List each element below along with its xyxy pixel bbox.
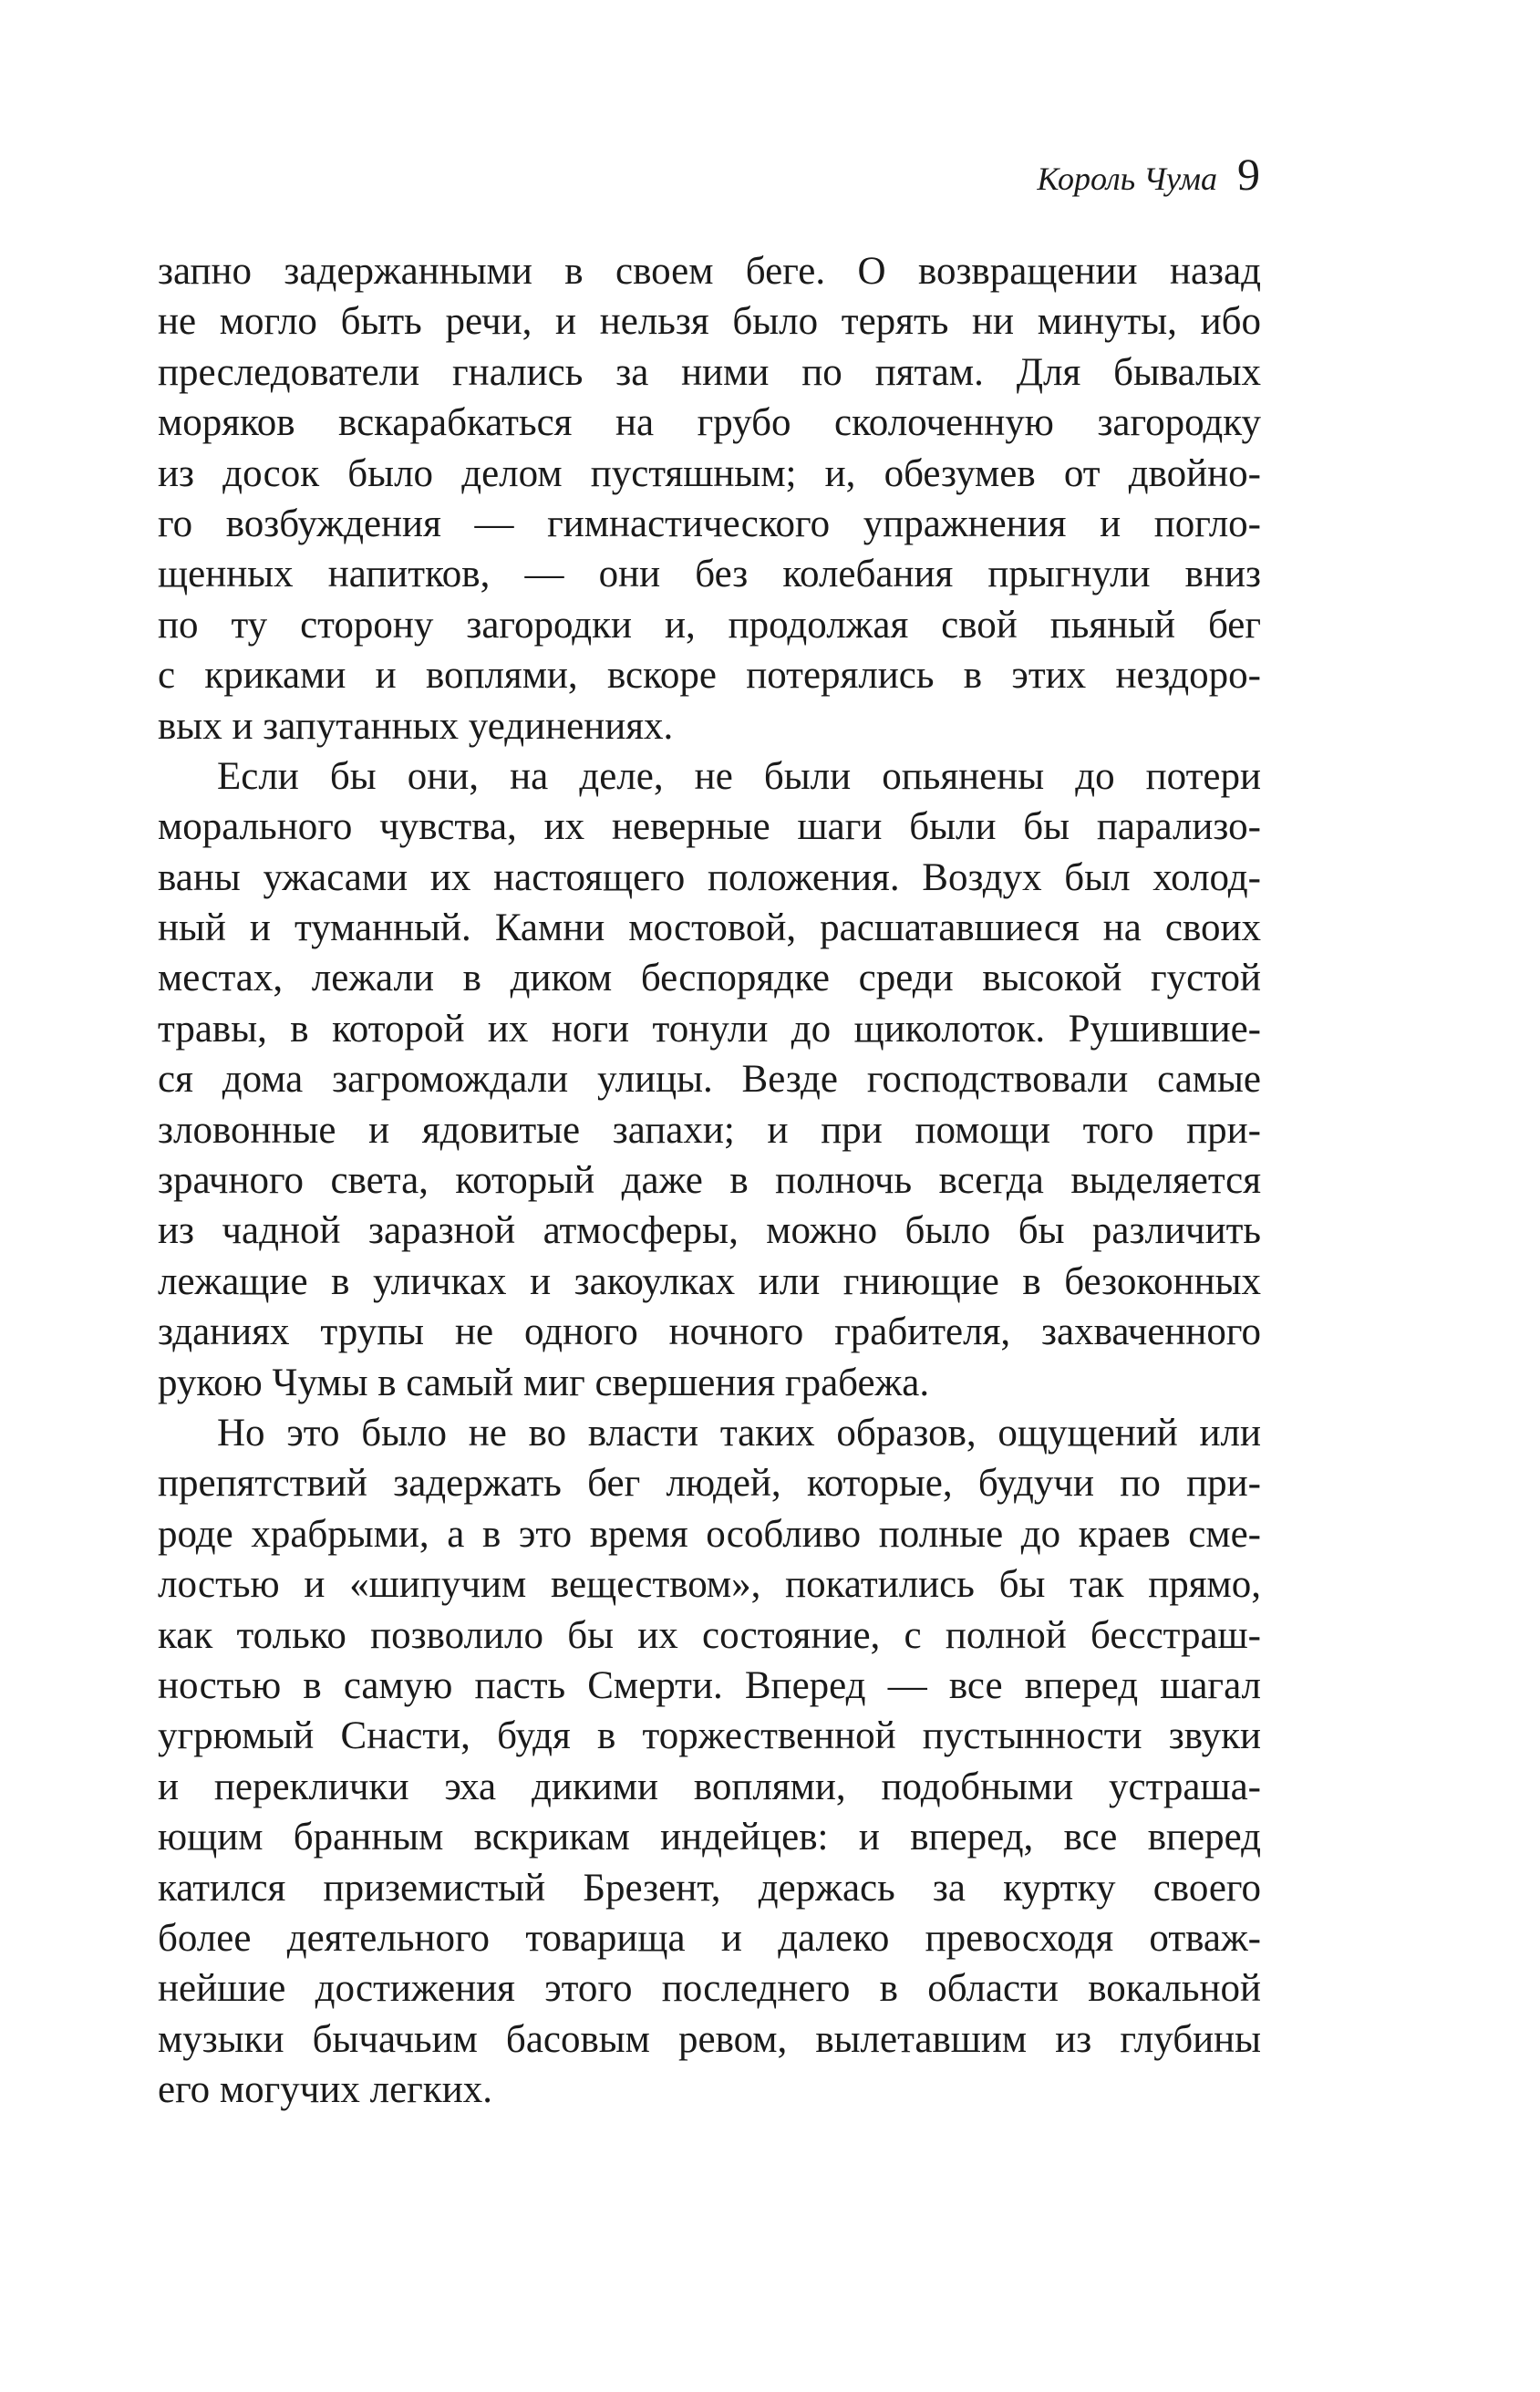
text-line: как только позволило бы их состояние, с полной бесстраш- xyxy=(158,1613,1261,1657)
page-number: 9 xyxy=(1237,149,1260,200)
body-text xyxy=(158,246,1261,2115)
paragraph xyxy=(158,1408,1261,2115)
text-line: местах, лежали в диком беспорядке среди высокой густой xyxy=(158,957,1261,1000)
text-line: с криками и воплями, вскоре потерялись в этих нездоро- xyxy=(158,654,1261,698)
text-line: рукою Чумы в самый миг свершения грабежа. xyxy=(158,1361,930,1404)
text-line: не могло быть речи, и нельзя было терять ни минуты, ибо xyxy=(158,300,1261,344)
text-line: ющим бранным вскрикам индейцев: и вперед, все вперед xyxy=(158,1816,1261,1859)
text-line: из чадной заразной атмосферы, можно было бы различить xyxy=(158,1209,1261,1253)
text-line: Если бы они, на деле, не были опьянены до потери xyxy=(217,754,1261,798)
text-line: Но это было не во власти таких образов, ощущений или xyxy=(217,1411,1261,1455)
text-line: препятствий задержать бег людей, которые, будучи по при- xyxy=(158,1462,1261,1506)
text-line: из досок было делом пустяшным; и, обезумев от двойно- xyxy=(158,451,1261,495)
text-line: ваны ужасами их настоящего положения. Воздух был холод- xyxy=(158,855,1261,899)
text-line: угрюмый Снасти, будя в торжественной пустынности звуки xyxy=(158,1714,1261,1758)
text-line: щенных напитков, — они без колебания прыгнули вниз xyxy=(158,553,1261,596)
text-line: его могучих легких. xyxy=(158,2068,492,2112)
paragraph xyxy=(158,246,1261,751)
text-line: запно задержанными в своем беге. О возвращении назад xyxy=(158,250,1261,293)
text-line: го возбуждения — гимнастического упражнения и погло- xyxy=(158,502,1261,545)
text-line: нейшие достижения этого последнего в области вокальной xyxy=(158,1967,1261,2011)
text-line: по ту сторону загородки и, продолжая свой пьяный бег xyxy=(158,603,1261,647)
text-line: ностью в самую пасть Смерти. Вперед — все вперед шагал xyxy=(158,1663,1261,1707)
text-line: зданиях трупы не одного ночного грабителя, захваченного xyxy=(158,1310,1261,1354)
text-line: музыки бычачьим басовым ревом, вылетавшим из глубины xyxy=(158,2017,1261,2061)
text-line: лостью и «шипучим веществом», покатились бы так прямо, xyxy=(158,1563,1261,1607)
text-line: зловонные и ядовитые запахи; и при помощи того при- xyxy=(158,1108,1261,1152)
text-line: ный и туманный. Камни мостовой, расшатавшиеся на своих xyxy=(158,906,1261,950)
running-header xyxy=(1037,148,1260,201)
text-line: морального чувства, их неверные шаги были бы парализо- xyxy=(158,805,1261,849)
text-line: и переклички эха дикими воплями, подобными устраша- xyxy=(158,1765,1261,1808)
running-title: Король Чума xyxy=(1037,161,1217,197)
text-line: ся дома загромождали улицы. Везде господствовали самые xyxy=(158,1058,1261,1102)
text-line: лежащие в уличках и закоулках или гниющие в безоконных xyxy=(158,1259,1261,1303)
text-line: более деятельного товарища и далеко превосходя отваж- xyxy=(158,1916,1261,1960)
text-line: зрачного света, который даже в полночь всегда выделяется xyxy=(158,1159,1261,1203)
text-line: травы, в которой их ноги тонули до щиколоток. Рушившие- xyxy=(158,1007,1261,1051)
text-line: моряков вскарабкаться на грубо сколоченную загородку xyxy=(158,401,1261,445)
text-line: преследователи гнались за ними по пятам. Для бывалых xyxy=(158,350,1261,394)
text-line: роде храбрыми, а в это время особливо полные до краев сме- xyxy=(158,1512,1261,1556)
text-line: вых и запутанных уединениях. xyxy=(158,704,674,748)
paragraph xyxy=(158,751,1261,1408)
text-line: катился приземистый Брезент, держась за куртку своего xyxy=(158,1866,1261,1910)
